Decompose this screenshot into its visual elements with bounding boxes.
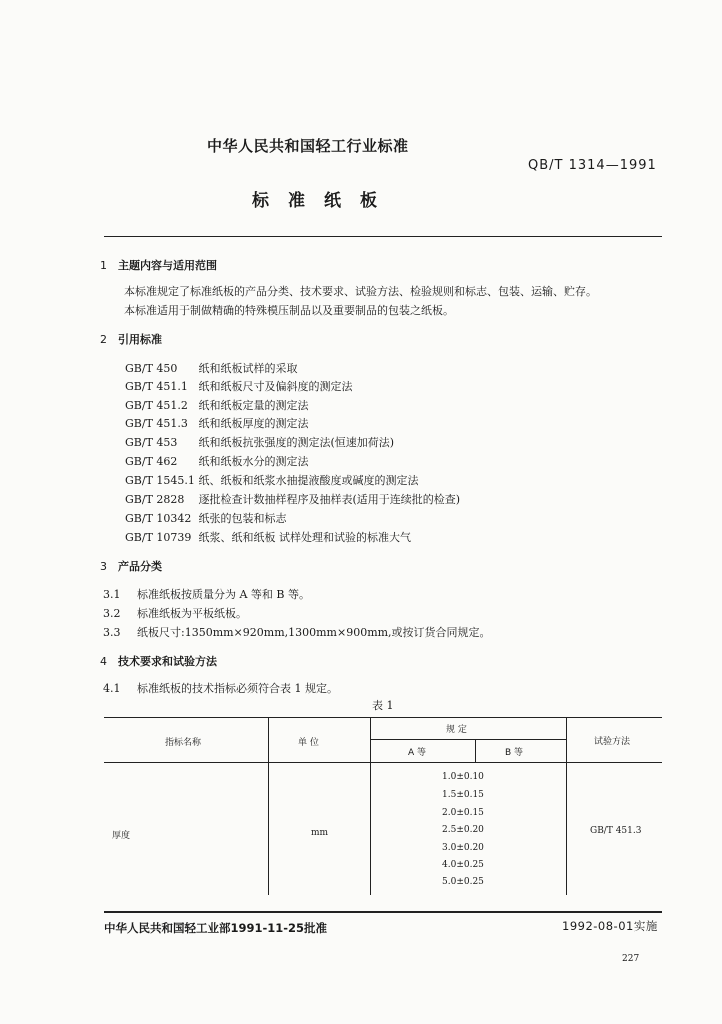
reference-code: GB/T 462 — [125, 455, 178, 468]
header-rule — [104, 236, 662, 237]
column-header-unit: 单 位 — [298, 738, 319, 748]
section-title: 主题内容与适用范围 — [118, 259, 217, 272]
reference-title: 纸和纸板厚度的测定法 — [198, 417, 309, 430]
reference-item — [125, 529, 411, 545]
thickness-value: 1.0±0.10 — [442, 772, 484, 782]
reference-code: GB/T 451.1 — [125, 380, 188, 393]
reference-code: GB/T 453 — [125, 436, 178, 449]
reference-code: GB/T 451.2 — [125, 399, 188, 412]
column-divider — [268, 717, 269, 895]
clause-number: 4.1 — [103, 682, 121, 695]
spec-split-rule — [370, 739, 566, 740]
clause-text: 标准纸板按质量分为 A 等和 B 等。 — [137, 588, 311, 601]
reference-title: 纸浆、纸和纸板 试样处理和试验的标准大气 — [198, 531, 411, 544]
column-header-indicator: 指标名称 — [165, 738, 202, 748]
reference-title: 纸张的包装和标志 — [198, 512, 287, 525]
section-number: 4 — [100, 655, 107, 668]
clause — [103, 586, 310, 602]
section-heading — [100, 558, 162, 574]
section-title: 引用标准 — [118, 333, 162, 346]
row-indicator-thickness: 厚度 — [112, 831, 131, 841]
footer-rule — [104, 911, 662, 913]
paragraph: 本标准规定了标准纸板的产品分类、技术要求、试验方法、检验规则和标志、包装、运输、贮存。 — [124, 285, 597, 298]
thickness-value: 5.0±0.25 — [442, 877, 484, 887]
reference-code: GB/T 2828 — [125, 493, 185, 506]
section-heading — [100, 257, 217, 273]
reference-title: 纸、纸板和纸浆水抽提液酸度或碱度的测定法 — [198, 474, 419, 487]
thickness-value: 1.5±0.15 — [442, 790, 484, 800]
thickness-value: 2.0±0.15 — [442, 808, 484, 818]
row-unit: mm — [311, 828, 329, 838]
reference-title: 纸和纸板水分的测定法 — [198, 455, 309, 468]
row-test-method: GB/T 451.3 — [590, 826, 642, 836]
reference-item — [125, 415, 309, 431]
clause-text: 标准纸板为平板纸板。 — [137, 607, 247, 620]
section-number: 1 — [100, 259, 107, 272]
clause-number: 3.2 — [103, 607, 121, 620]
reference-item — [125, 472, 419, 488]
reference-code: GB/T 10342 — [125, 512, 192, 525]
section-number: 2 — [100, 333, 107, 346]
column-header-grade-b: B 等 — [505, 748, 524, 758]
thickness-value: 2.5±0.20 — [442, 825, 484, 835]
section-title: 技术要求和试验方法 — [118, 655, 217, 668]
column-header-method: 试验方法 — [594, 737, 631, 747]
table-top-rule — [104, 717, 662, 718]
paragraph: 本标准适用于制做精确的特殊模压制品以及重要制品的包装之纸板。 — [124, 304, 454, 317]
reference-code: GB/T 450 — [125, 362, 178, 375]
reference-item — [125, 491, 460, 507]
section-heading — [100, 653, 217, 669]
document-title: 标准纸板 — [252, 191, 396, 211]
reference-title: 纸和纸板抗张强度的测定法(恒速加荷法) — [198, 436, 395, 449]
reference-item — [125, 397, 309, 413]
reference-item — [125, 453, 309, 469]
reference-title: 纸和纸板定量的测定法 — [198, 399, 309, 412]
reference-title: 纸和纸板尺寸及偏斜度的测定法 — [198, 380, 353, 393]
clause-text: 标准纸板的技术指标必须符合表 1 规定。 — [137, 682, 338, 695]
clause-number: 3.1 — [103, 588, 121, 601]
approval-statement: 中华人民共和国轻工业部1991-11-25批准 — [104, 921, 328, 935]
reference-code: GB/T 451.3 — [125, 417, 188, 430]
reference-code: GB/T 1545.1 — [125, 474, 195, 487]
column-header-spec: 规 定 — [446, 725, 467, 735]
reference-item — [125, 434, 394, 450]
clause — [103, 680, 338, 696]
reference-title: 纸和纸板试样的采取 — [198, 362, 298, 375]
reference-title: 逐批检查计数抽样程序及抽样表(适用于连续批的检查) — [198, 493, 461, 506]
reference-item — [125, 360, 298, 376]
implementation-date: 1992-08-01实施 — [562, 919, 658, 933]
column-divider — [475, 739, 476, 762]
section-heading — [100, 331, 162, 347]
page-number: 227 — [622, 954, 640, 964]
thickness-value: 4.0±0.25 — [442, 860, 484, 870]
header-bottom-rule — [104, 762, 662, 763]
reference-code: GB/T 10739 — [125, 531, 192, 544]
clause — [103, 605, 247, 621]
standard-code: QB/T 1314—1991 — [528, 158, 657, 173]
clause — [103, 624, 491, 640]
column-header-grade-a: A 等 — [408, 748, 427, 758]
column-divider — [370, 717, 371, 895]
issuing-organization: 中华人民共和国轻工行业标准 — [207, 137, 409, 155]
reference-item — [125, 510, 287, 526]
thickness-value: 3.0±0.20 — [442, 843, 484, 853]
clause-number: 3.3 — [103, 626, 121, 639]
clause-text: 纸板尺寸:1350mm×920mm,1300mm×900mm,或按订货合同规定。 — [137, 626, 491, 639]
section-number: 3 — [100, 560, 107, 573]
column-divider — [566, 717, 567, 895]
reference-item — [125, 378, 353, 394]
section-title: 产品分类 — [118, 560, 162, 573]
table-caption: 表 1 — [372, 699, 394, 712]
